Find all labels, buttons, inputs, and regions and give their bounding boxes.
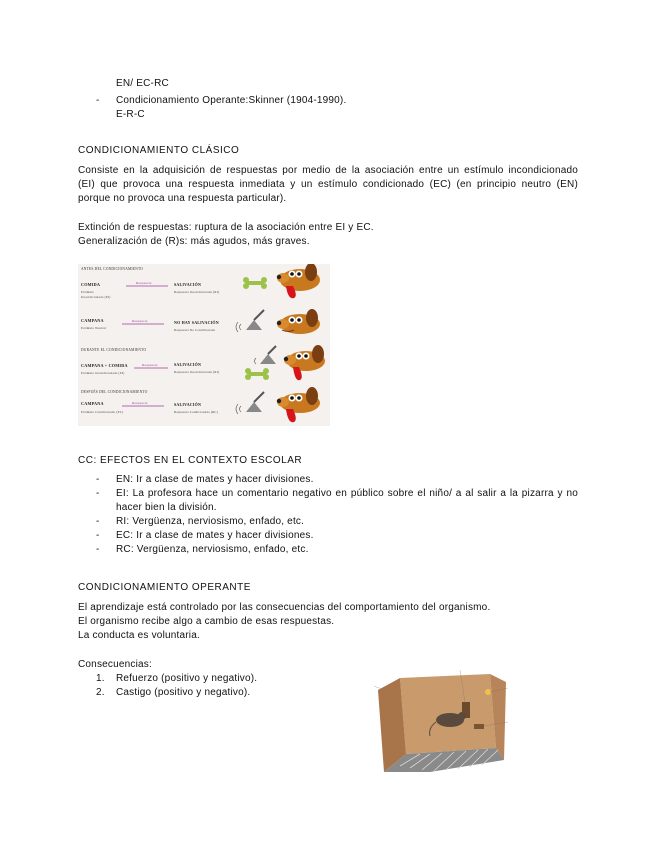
operant-skinner-line: Condicionamiento Operante:Skinner (1904-1990).: [116, 95, 347, 106]
top-line-en-ec-rc: EN/ EC-RC: [116, 78, 169, 89]
top-line-erc: E-R-C: [116, 109, 145, 120]
cc-item-ri: RI: Vergüenza, nerviosismo, enfado, etc.: [116, 516, 305, 527]
cc-item-ei-line-1: [116, 487, 578, 500]
cc-item-rc: RC: Vergüenza, nerviosismo, enfado, etc.: [116, 544, 309, 555]
bullet-marker: -: [96, 474, 100, 485]
row2-left-sub1: Estímulo Neutral: [81, 326, 107, 330]
cc-item-en: EN: Ir a clase de mates y hacer divisiones.: [116, 474, 314, 485]
classical-figure-svg: [78, 264, 330, 426]
bell-and-bone-icon: [245, 346, 276, 380]
dog-neutral-icon: [277, 309, 320, 334]
list-number-1: 1.: [96, 673, 105, 684]
row3-right-sub: Respuesta Incondicionada (RI): [174, 370, 220, 374]
row2-right-title: NO HAY SALIVACIÓN: [174, 320, 219, 325]
consequence-punishment: Castigo (positivo y negativo).: [116, 687, 251, 698]
list-number-2: 2.: [96, 687, 105, 698]
row1-left-sub1: Estímulo: [81, 290, 95, 294]
bullet-marker: -: [96, 95, 100, 106]
extinction-line: Extinción de respuestas: ruptura de la asociación entre EI y EC.: [78, 222, 374, 233]
row1-arrow-label: Respuesta: [136, 281, 152, 285]
bone-icon: [243, 277, 267, 289]
bullet-marker: -: [96, 488, 100, 499]
classical-heading: CONDICIONAMIENTO CLÁSICO: [78, 145, 240, 156]
consequence-reinforcement: Refuerzo (positivo y negativo).: [116, 673, 258, 684]
dog-conditioned-icon: [277, 387, 320, 422]
bell-icon: [236, 310, 264, 332]
classical-definition-line-3: porque no provoca una respuesta particular).: [78, 193, 287, 204]
skinner-box-figure: [370, 668, 512, 780]
bell-icon-2: [236, 392, 264, 414]
classical-definition-line-1: [78, 164, 578, 177]
row1-right-sub: Respuesta Incondicionada (RI): [174, 290, 220, 294]
food-tray-icon: [474, 724, 484, 729]
classical-definition-line-2: [78, 178, 578, 191]
row1-right-title: SALIVACIÓN: [174, 282, 202, 287]
row1-left-title: COMIDA: [81, 282, 101, 287]
section-during-title: DURANTE EL CONDICIONAMIENTO: [81, 348, 147, 352]
row2-right-sub: Respuesta No Condicionada: [174, 328, 216, 332]
operant-line-3: La conducta es voluntaria.: [78, 630, 200, 641]
row2-left-title: CAMPANA: [81, 318, 104, 323]
operant-line-1: El aprendizaje está controlado por las consecuencias del comportamiento del organismo.: [78, 602, 491, 613]
section-after-title: DESPUÉS DEL CONDICIONAMIENTO: [81, 390, 148, 394]
definition-text-1: Consiste en la adquisición de respuestas por medio de la asociación entre un estímulo incondicionado: [78, 165, 578, 176]
classical-conditioning-figure: [78, 264, 330, 426]
row3-right-title: SALIVACIÓN: [174, 362, 202, 367]
row4-left-sub1: Estímulo Condicionado (EC): [81, 410, 124, 414]
row4-right-title: SALIVACIÓN: [174, 402, 202, 407]
generalization-line: Generalización de (R)s: más agudos, más graves.: [78, 236, 310, 247]
row3-arrow-label: Respuesta: [142, 363, 158, 367]
row3-left-sub1: Estímulo incondicionado (EI): [81, 371, 125, 375]
section-before-title: ANTES DEL CONDICIONAMIENTO: [81, 267, 144, 271]
row3-left-title: CAMPANA + COMIDA: [81, 363, 128, 368]
bullet-marker: -: [96, 516, 100, 527]
operant-line-2: El organismo recibe algo a cambio de esas respuestas.: [78, 616, 335, 627]
dog-salivating-icon: [277, 264, 320, 298]
row2-arrow-label: Respuesta: [132, 319, 148, 323]
skinner-box-svg: [370, 668, 512, 780]
bullet-marker: -: [96, 530, 100, 541]
operant-heading: CONDICIONAMIENTO OPERANTE: [78, 582, 251, 593]
row4-left-title: CAMPANA: [81, 401, 104, 406]
cc-item-ec: EC: Ir a clase de mates y hacer divisiones.: [116, 530, 314, 541]
definition-text-2: (EI) que provoca una respuesta inmediata y un estímulo condicionado (EC) (en principio neutro (EN): [78, 179, 578, 190]
row4-arrow-label: Respuesta: [132, 401, 148, 405]
consequences-label: Consecuencias:: [78, 659, 152, 670]
cc-item-ei-text-1: EI: La profesora hace un comentario negativo en público sobre el niño/ a al salir a la pizarra y no: [116, 488, 578, 499]
row4-right-sub: Respuesta Condicionada (RC): [174, 410, 218, 414]
row1-left-sub2: Incondicionado (EI): [81, 295, 111, 299]
cc-school-heading: CC: EFECTOS EN EL CONTEXTO ESCOLAR: [78, 455, 303, 466]
dog-salivating-icon-2: [284, 345, 325, 380]
cc-item-ei-line-2: hacer bien la división.: [116, 502, 217, 513]
bullet-marker: -: [96, 544, 100, 555]
